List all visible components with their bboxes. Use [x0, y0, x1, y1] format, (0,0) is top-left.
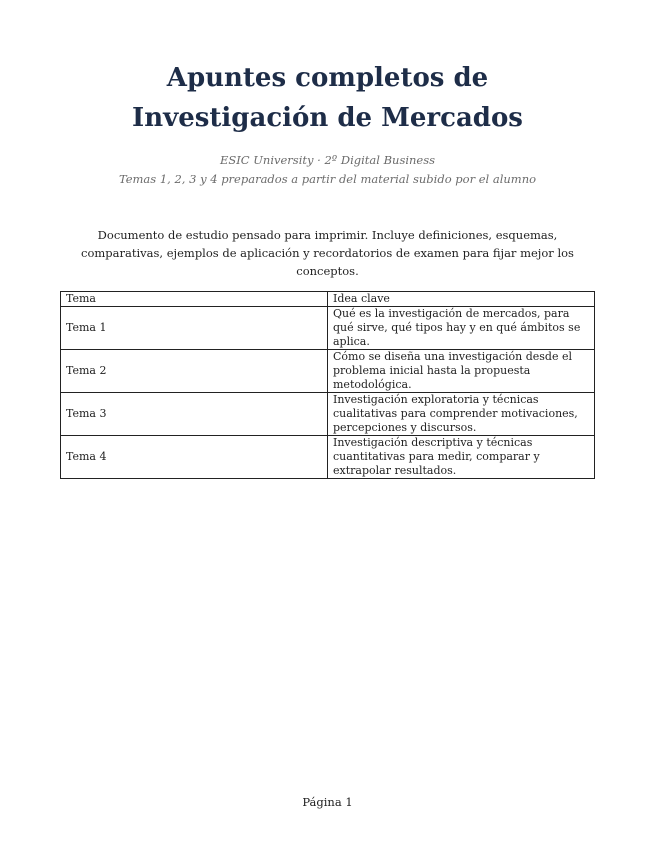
cell-tema: Tema 2 [61, 350, 328, 393]
topics-table [60, 291, 595, 479]
cell-tema: Tema 3 [61, 393, 328, 436]
table-header-row [61, 292, 595, 307]
cell-tema: Tema 4 [61, 436, 328, 479]
subtitle-institution: ESIC University · 2º Digital Business [219, 153, 436, 167]
page-number: Página 1 [302, 795, 353, 809]
cell-idea: Investigación descriptiva y técnicas cuantitativas para medir, comparar y extrapolar resultados. [328, 436, 595, 479]
table-row [61, 393, 595, 436]
intro-paragraph: Documento de estudio pensado para imprimir. Incluye definiciones, esquemas, comparativas, ejemplos de aplicación y recordatorios de examen para fijar mejor los conceptos. [81, 228, 574, 278]
header-tema: Tema [61, 292, 328, 307]
table-row [61, 350, 595, 393]
header-idea-clave: Idea clave [328, 292, 595, 307]
table-row [61, 307, 595, 350]
cell-idea: Qué es la investigación de mercados, para qué sirve, qué tipos hay y en qué ámbitos se aplica. [328, 307, 595, 350]
title-line-2: Investigación de Mercados [132, 103, 523, 133]
cell-tema: Tema 1 [61, 307, 328, 350]
cell-idea: Investigación exploratoria y técnicas cualitativas para comprender motivaciones, percepciones y discursos. [328, 393, 595, 436]
subtitle-topics: Temas 1, 2, 3 y 4 preparados a partir del material subido por el alumno [118, 172, 537, 186]
title-line-1: Apuntes completos de [166, 63, 489, 93]
table-row [61, 436, 595, 479]
document-title [0, 58, 655, 138]
cell-idea: Cómo se diseña una investigación desde el problema inicial hasta la propuesta metodológica. [328, 350, 595, 393]
